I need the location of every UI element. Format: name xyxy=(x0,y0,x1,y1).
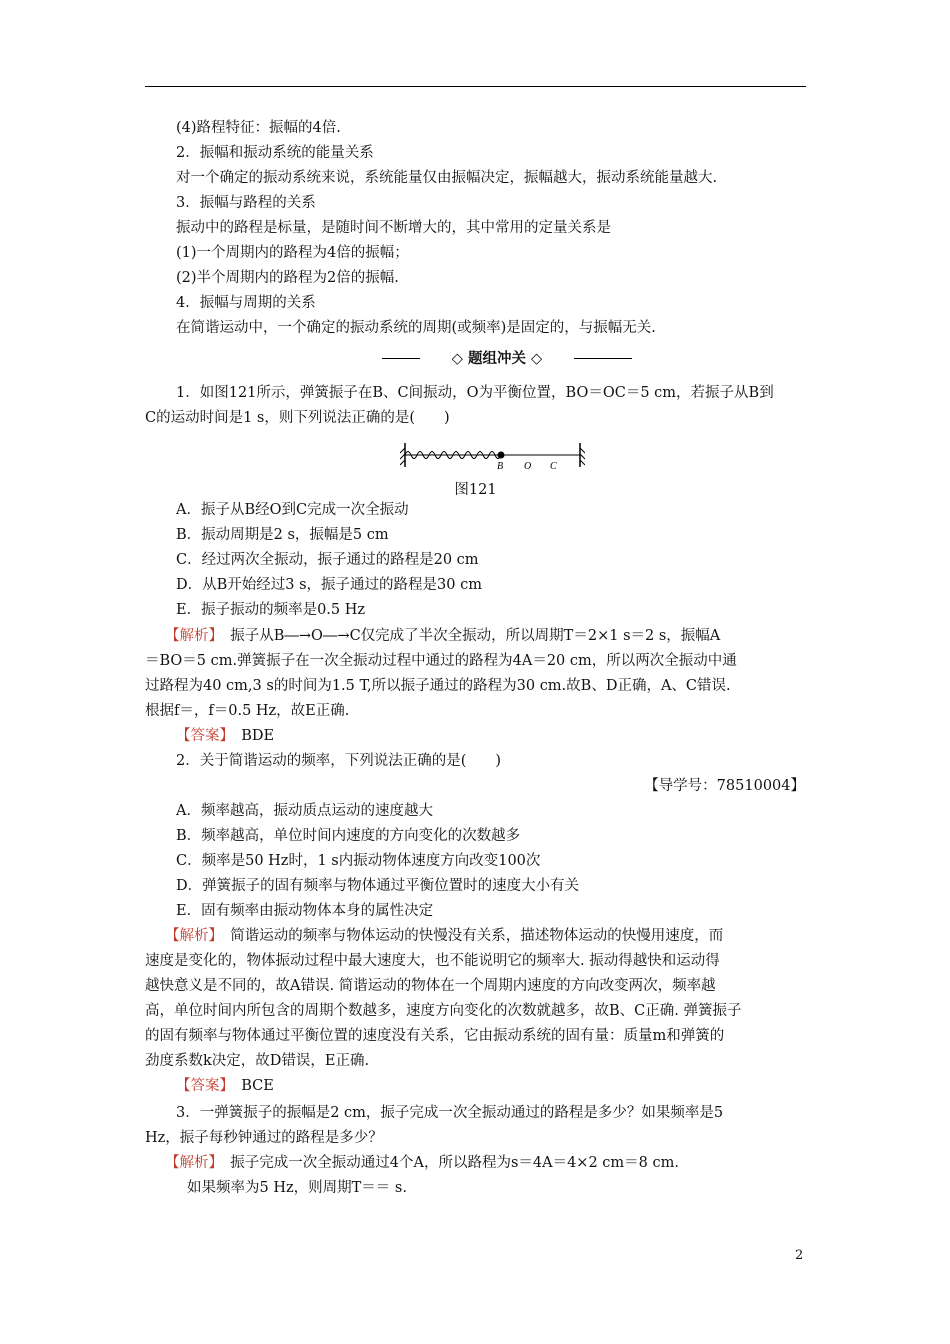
divider xyxy=(574,358,632,359)
page-number: 2 xyxy=(795,1248,804,1263)
question-stem: 3．一弹簧振子的振幅是2 cm，振子完成一次全振动通过的路程是多少？如果频率是5 xyxy=(176,1105,724,1121)
answer-value: BDE xyxy=(241,728,275,744)
text-line: 振动中的路程是标量，是随时间不断增大的，其中常用的定量关系是 xyxy=(176,220,611,236)
option: E．振子振动的频率是0.5 Hz xyxy=(176,602,366,618)
analysis-line: 如果频率为5 Hz，则周期T＝＝ s. xyxy=(187,1180,407,1196)
section-title: ◇ 题组冲关 ◇ xyxy=(451,350,543,367)
label-c: C xyxy=(550,461,557,470)
option: C．经过两次全振动，振子通过的路程是20 cm xyxy=(176,552,479,568)
option: B．频率越高，单位时间内速度的方向变化的次数越多 xyxy=(176,828,521,844)
analysis-line: 的固有频率与物体通过平衡位置的速度没有关系，它由振动系统的固有量：质量m和弹簧的 xyxy=(145,1028,725,1044)
answer-tag: 【答案】 xyxy=(176,728,227,744)
answer-value: BCE xyxy=(241,1078,274,1094)
analysis-tag: 【解析】 xyxy=(165,1155,216,1171)
analysis-line: 速度是变化的，物体振动过程中最大速度大，也不能说明它的频率大. 振动得越快和运动得 xyxy=(145,953,720,969)
question-stem: 2．关于简谐运动的频率，下列说法正确的是( ) xyxy=(176,753,502,769)
question-stem: 1．如图121所示，弹簧振子在B、C间振动，O为平衡位置，BO＝OC＝5 cm，若振子从B到 xyxy=(176,385,774,401)
analysis-tag: 【解析】 xyxy=(165,928,216,944)
header-rule xyxy=(145,86,806,87)
figure-caption: 图121 xyxy=(454,482,497,498)
option: D．从B开始经过3 s，振子通过的路程是30 cm xyxy=(176,577,482,593)
label-o: O xyxy=(524,461,532,470)
text-line: 4．振幅与周期的关系 xyxy=(176,295,316,311)
text-line: (4)路程特征：振幅的4倍. xyxy=(176,120,341,136)
analysis-line: 【解析】 简谐运动的频率与物体运动的快慢没有关系，描述物体运动的快慢用速度，而 xyxy=(165,928,724,944)
option: E．固有频率由振动物体本身的属性决定 xyxy=(176,903,434,919)
question-stem: Hz，振子每秒钟通过的路程是多少？ xyxy=(145,1130,383,1146)
analysis-line: 根据f＝，f＝0.5 Hz，故E正确. xyxy=(145,703,350,719)
text-line: 3．振幅与路程的关系 xyxy=(176,195,316,211)
analysis-line: 越快意义是不同的，故A错误. 简谐运动的物体在一个周期内速度的方向改变两次，频率越 xyxy=(145,978,716,994)
text-line: (1)一个周期内的路程为4倍的振幅； xyxy=(176,245,409,261)
analysis-line: 过路程为40 cm,3 s的时间为1.5 T,所以振子通过的路程为30 cm.故B、D正确，A、C错误. xyxy=(145,678,731,694)
option: D．弹簧振子的固有频率与物体通过平衡位置时的速度大小有关 xyxy=(176,878,580,894)
analysis-line: 【解析】 振子从B―→O―→C仅完成了半次全振动，所以周期T＝2×1 s＝2 s，振幅A xyxy=(165,628,721,644)
divider xyxy=(382,358,420,359)
analysis-line: 劲度系数k决定，故D错误，E正确. xyxy=(145,1053,370,1069)
text-line: (2)半个周期内的路程为2倍的振幅. xyxy=(176,270,399,286)
text-line: 在简谐运动中，一个确定的振动系统的周期(或频率)是固定的，与振幅无关. xyxy=(176,320,656,336)
answer-tag: 【答案】 xyxy=(176,1078,227,1094)
guide-number: 【导学号：78510004】 xyxy=(644,778,805,794)
analysis-tag: 【解析】 xyxy=(165,628,216,644)
option: A．频率越高，振动质点运动的速度越大 xyxy=(176,803,433,819)
text-line: 2．振幅和振动系统的能量关系 xyxy=(176,145,374,161)
option: C．频率是50 Hz时，1 s内振动物体速度方向改变100次 xyxy=(176,853,541,869)
option: A．振子从B经O到C完成一次全振动 xyxy=(176,502,409,518)
section-heading xyxy=(382,350,632,368)
analysis-line: 【解析】 振子完成一次全振动通过4个A，所以路程为s＝4A＝4×2 cm＝8 cm. xyxy=(165,1155,679,1171)
analysis-line: 高，单位时间内所包含的周期个数越多，速度方向变化的次数就越多，故B、C正确. 弹簧振子 xyxy=(145,1003,742,1019)
answer-line xyxy=(176,1077,274,1095)
analysis-line: ＝BO＝5 cm.弹簧振子在一次全振动过程中通过的路程为4A＝20 cm，所以两次全振动中通 xyxy=(145,653,737,669)
question-stem: C的运动时间是1 s，则下列说法正确的是( ) xyxy=(145,410,450,426)
label-b: B xyxy=(497,461,504,470)
answer-line xyxy=(176,727,274,745)
text-line: 对一个确定的振动系统来说，系统能量仅由振幅决定，振幅越大，振动系统能量越大. xyxy=(176,170,718,186)
spring-oscillator-figure xyxy=(400,440,585,474)
option: B．振动周期是2 s，振幅是5 cm xyxy=(176,527,389,543)
